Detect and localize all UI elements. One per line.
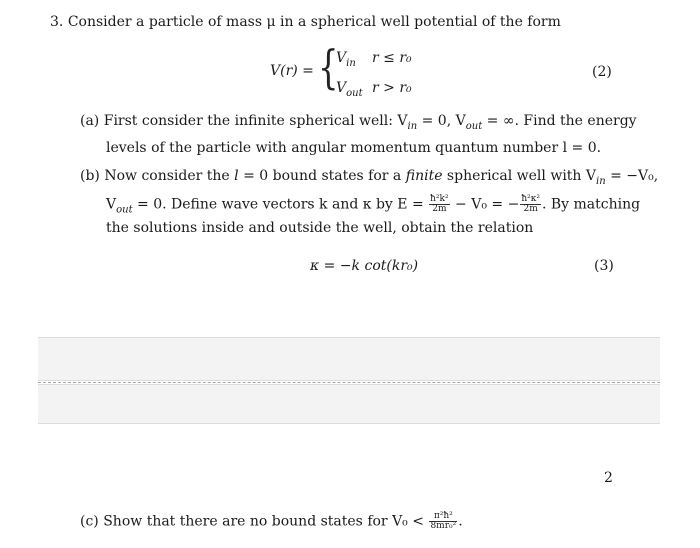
eq2-row1-condition: r ≤ r₀: [372, 50, 412, 66]
fraction-hbar2kappa2-over-2m: $\frac{\text{ħ²κ²}}{2m}$: [521, 194, 540, 214]
eq2-row1-value: $V_{in}$: [336, 50, 356, 69]
part-b-line2: $V_{out} = 0$. Define wave vectors k and κ by E = $\frac{\text{ħ²k²}}{2m}$ − V₀ = − $\frac{\text{ħ²κ²}}{2m}$ . By matching: [106, 194, 641, 216]
eq2-tag: (2): [592, 64, 612, 80]
problem-number: 3.: [50, 14, 64, 30]
part-c-line: (c) Show that there are no bound states for V₀ < $\frac{\text{π²ħ²}}{\text{8mr₀²}}$ .: [80, 511, 463, 531]
part-c-label: (c): [80, 513, 99, 530]
part-a-line1: (a) First consider the infinite spherical well: $V_{in} = 0$, $V_{out}$ = ∞. Find the energy: [80, 113, 637, 132]
eq2-lhs: V(r) =: [270, 63, 314, 79]
page-break-band-top: [38, 337, 660, 381]
eq3: κ = −k cot(kr₀): [310, 258, 419, 274]
part-b-line3: the solutions inside and outside the well, obtain the relation: [106, 220, 534, 236]
eq3-tag: (3): [594, 258, 614, 274]
part-b-line1: (b) Now consider the l = 0 bound states for a finite spherical well with $V_{in} = -V_0$,: [80, 168, 659, 187]
fraction-bound-condition: $\frac{\text{π²ħ²}}{\text{8mr₀²}}$: [430, 511, 457, 531]
part-a-line2: levels of the particle with angular momentum quantum number l = 0.: [106, 140, 602, 156]
page-break-divider: [38, 382, 660, 383]
part-a-label: (a): [80, 113, 100, 129]
page-break-band-bottom: [38, 384, 660, 424]
eq2-row2-value: $V_{out}$: [336, 80, 363, 99]
fraction-hbar2k2-over-2m: $\frac{\text{ħ²k²}}{2m}$: [430, 194, 449, 214]
problem-header: [50, 14, 561, 30]
problem-intro: Consider a particle of mass μ in a spherical well potential of the form: [67, 14, 561, 30]
page-number: 2: [604, 470, 613, 486]
eq2-brace: {: [318, 40, 339, 94]
eq2-row2-condition: r > r₀: [372, 80, 412, 96]
part-b-label: (b): [80, 168, 100, 184]
